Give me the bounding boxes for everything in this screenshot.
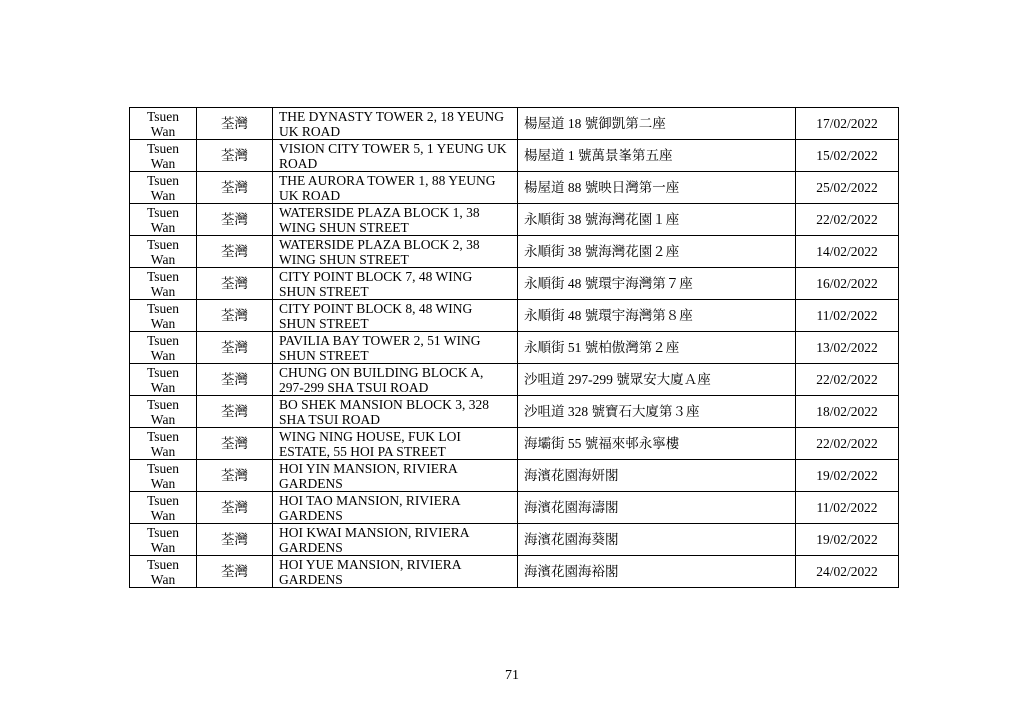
address-en-cell: CITY POINT BLOCK 7, 48 WING SHUN STREET	[273, 268, 518, 300]
table-row	[130, 460, 899, 492]
table-row	[130, 300, 899, 332]
date-cell: 17/02/2022	[796, 108, 899, 140]
district-en-cell: Tsuen Wan	[130, 396, 197, 428]
district-zh-cell: 荃灣	[197, 460, 273, 492]
table-row	[130, 236, 899, 268]
district-en-cell: Tsuen Wan	[130, 108, 197, 140]
date-cell: 11/02/2022	[796, 300, 899, 332]
address-zh-cell: 海壩街 55 號福來邨永寧樓	[518, 428, 796, 460]
district-en-cell: Tsuen Wan	[130, 236, 197, 268]
district-en-cell: Tsuen Wan	[130, 364, 197, 396]
date-cell: 22/02/2022	[796, 428, 899, 460]
table-row	[130, 108, 899, 140]
district-en-cell: Tsuen Wan	[130, 460, 197, 492]
date-cell: 19/02/2022	[796, 524, 899, 556]
address-zh-cell: 海濱花園海裕閣	[518, 556, 796, 588]
address-zh-cell: 楊屋道 18 號御凱第二座	[518, 108, 796, 140]
address-zh-cell: 永順街 38 號海灣花園１座	[518, 204, 796, 236]
district-en-cell: Tsuen Wan	[130, 492, 197, 524]
address-zh-cell: 楊屋道 88 號映日灣第一座	[518, 172, 796, 204]
district-zh-cell: 荃灣	[197, 108, 273, 140]
address-en-cell: WATERSIDE PLAZA BLOCK 2, 38 WING SHUN STREET	[273, 236, 518, 268]
table-row	[130, 364, 899, 396]
date-cell: 11/02/2022	[796, 492, 899, 524]
page-number: 71	[505, 668, 519, 683]
table-row	[130, 268, 899, 300]
district-zh-cell: 荃灣	[197, 524, 273, 556]
address-en-cell: THE AURORA TOWER 1, 88 YEUNG UK ROAD	[273, 172, 518, 204]
date-cell: 19/02/2022	[796, 460, 899, 492]
district-en-cell: Tsuen Wan	[130, 204, 197, 236]
address-zh-cell: 楊屋道 1 號萬景峯第五座	[518, 140, 796, 172]
date-cell: 15/02/2022	[796, 140, 899, 172]
table-row	[130, 556, 899, 588]
table-row	[130, 428, 899, 460]
date-cell: 22/02/2022	[796, 204, 899, 236]
address-en-cell: HOI TAO MANSION, RIVIERA GARDENS	[273, 492, 518, 524]
address-zh-cell: 永順街 38 號海灣花園２座	[518, 236, 796, 268]
table-row	[130, 140, 899, 172]
address-zh-cell: 沙咀道 297-299 號眾安大廈Ａ座	[518, 364, 796, 396]
address-en-cell: BO SHEK MANSION BLOCK 3, 328 SHA TSUI ROAD	[273, 396, 518, 428]
district-zh-cell: 荃灣	[197, 236, 273, 268]
date-cell: 18/02/2022	[796, 396, 899, 428]
address-zh-cell: 海濱花園海葵閣	[518, 524, 796, 556]
address-en-cell: CHUNG ON BUILDING BLOCK A, 297-299 SHA TSUI ROAD	[273, 364, 518, 396]
district-en-cell: Tsuen Wan	[130, 140, 197, 172]
address-zh-cell: 海濱花園海濤閣	[518, 492, 796, 524]
district-zh-cell: 荃灣	[197, 172, 273, 204]
district-en-cell: Tsuen Wan	[130, 268, 197, 300]
table-body	[130, 108, 899, 588]
address-zh-cell: 永順街 51 號柏傲灣第２座	[518, 332, 796, 364]
district-en-cell: Tsuen Wan	[130, 556, 197, 588]
district-zh-cell: 荃灣	[197, 364, 273, 396]
date-cell: 22/02/2022	[796, 364, 899, 396]
district-zh-cell: 荃灣	[197, 268, 273, 300]
address-en-cell: VISION CITY TOWER 5, 1 YEUNG UK ROAD	[273, 140, 518, 172]
district-zh-cell: 荃灣	[197, 332, 273, 364]
address-zh-cell: 永順街 48 號環宇海灣第７座	[518, 268, 796, 300]
district-zh-cell: 荃灣	[197, 556, 273, 588]
address-en-cell: CITY POINT BLOCK 8, 48 WING SHUN STREET	[273, 300, 518, 332]
table-row	[130, 172, 899, 204]
date-cell: 24/02/2022	[796, 556, 899, 588]
address-en-cell: WING NING HOUSE, FUK LOI ESTATE, 55 HOI PA STREET	[273, 428, 518, 460]
table-row	[130, 524, 899, 556]
district-en-cell: Tsuen Wan	[130, 300, 197, 332]
date-cell: 16/02/2022	[796, 268, 899, 300]
district-zh-cell: 荃灣	[197, 492, 273, 524]
address-en-cell: PAVILIA BAY TOWER 2, 51 WING SHUN STREET	[273, 332, 518, 364]
date-cell: 25/02/2022	[796, 172, 899, 204]
date-cell: 14/02/2022	[796, 236, 899, 268]
address-en-cell: HOI YUE MANSION, RIVIERA GARDENS	[273, 556, 518, 588]
district-zh-cell: 荃灣	[197, 204, 273, 236]
district-zh-cell: 荃灣	[197, 300, 273, 332]
address-en-cell: WATERSIDE PLAZA BLOCK 1, 38 WING SHUN STREET	[273, 204, 518, 236]
district-en-cell: Tsuen Wan	[130, 524, 197, 556]
address-en-cell: THE DYNASTY TOWER 2, 18 YEUNG UK ROAD	[273, 108, 518, 140]
table-row	[130, 492, 899, 524]
date-cell: 13/02/2022	[796, 332, 899, 364]
table-row	[130, 396, 899, 428]
district-zh-cell: 荃灣	[197, 396, 273, 428]
address-en-cell: HOI KWAI MANSION, RIVIERA GARDENS	[273, 524, 518, 556]
district-en-cell: Tsuen Wan	[130, 332, 197, 364]
table-row	[130, 332, 899, 364]
district-en-cell: Tsuen Wan	[130, 428, 197, 460]
district-zh-cell: 荃灣	[197, 140, 273, 172]
building-list-table	[129, 107, 899, 588]
district-en-cell: Tsuen Wan	[130, 172, 197, 204]
address-zh-cell: 海濱花園海妍閣	[518, 460, 796, 492]
address-zh-cell: 沙咀道 328 號寶石大廈第３座	[518, 396, 796, 428]
table-row	[130, 204, 899, 236]
address-zh-cell: 永順街 48 號環宇海灣第８座	[518, 300, 796, 332]
district-zh-cell: 荃灣	[197, 428, 273, 460]
address-en-cell: HOI YIN MANSION, RIVIERA GARDENS	[273, 460, 518, 492]
